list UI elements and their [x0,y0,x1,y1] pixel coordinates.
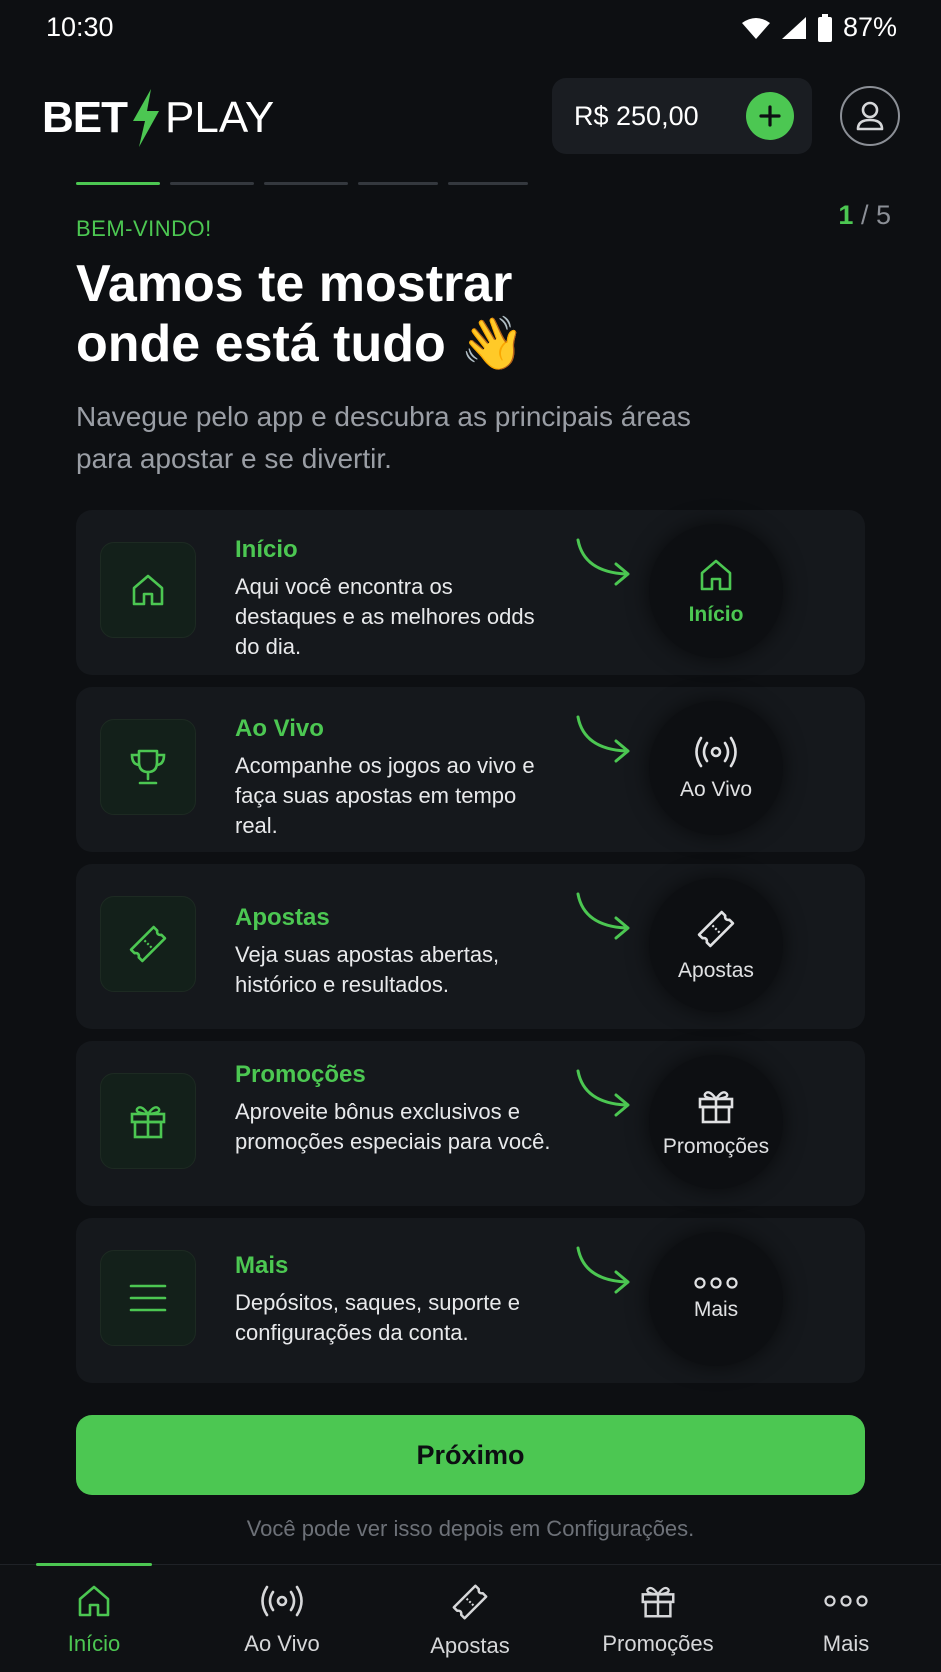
settings-note: Você pode ver isso depois em Configurações. [246,1516,695,1541]
profile-avatar-button[interactable] [840,86,900,146]
more-dots-icon [694,1276,738,1290]
card-title: Mais [235,1252,289,1279]
step-total: 5 [875,200,891,230]
ticket-icon [449,1581,491,1623]
card-title: Ao Vivo [235,715,324,742]
next-button[interactable]: Próximo [76,1415,865,1495]
trophy-icon [127,746,169,788]
progress-segment-4 [358,182,438,185]
feature-card-ao-vivo [76,687,865,852]
progress-segment-3 [264,182,348,185]
live-broadcast-icon [693,734,739,770]
plus-icon [758,104,782,128]
card-description: Veja suas apostas abertas, histórico e resultados. [235,942,500,997]
more-dots-icon [824,1581,868,1621]
card-description: Aproveite bônus exclusivos e promoções especiais para você. [235,1099,551,1154]
tab-preview-label: Início [688,603,744,626]
feature-card-inicio [76,510,865,675]
battery-percent: 87% [842,12,897,42]
progress-segment-1 [76,182,160,185]
nav-tab-label: Apostas [430,1633,510,1658]
nav-tab-inicio[interactable] [0,1565,188,1672]
gift-icon [695,1085,737,1127]
nav-tab-promocoes[interactable] [564,1565,752,1672]
tab-preview-apostas [649,878,783,1012]
card-title: Início [235,536,298,563]
live-broadcast-icon [259,1581,305,1621]
step-current: 1 [838,200,854,230]
balance-amount: R$ 250,00 [574,100,699,131]
curved-arrow-icon [574,713,638,769]
gift-icon [638,1581,678,1621]
card-icon-box [100,1073,196,1169]
feature-card-mais [76,1218,865,1383]
tab-preview-label: Mais [693,1298,739,1321]
logo-bet-text: BET [42,93,127,142]
logo-play-text: PLAY [165,93,275,142]
nav-tab-label: Ao Vivo [244,1631,320,1656]
page-subtitle: Navegue pelo app e descubra as principais áreas para apostar e se divertir. [76,401,691,474]
status-bar [0,0,941,56]
menu-icon [128,1278,168,1318]
curved-arrow-icon [574,1244,638,1300]
app-logo[interactable] [42,88,274,148]
onboarding-progress [76,182,528,185]
gift-icon [127,1100,169,1142]
curved-arrow-icon [574,536,638,592]
bottom-navigation [0,1564,941,1672]
nav-tab-label: Início [67,1631,121,1656]
card-icon-box [100,719,196,815]
add-funds-button[interactable] [746,92,794,140]
card-title: Promoções [235,1061,366,1088]
title-line-1: Vamos te mostrar [76,255,513,313]
step-separator: / [853,200,876,230]
tab-preview-mais [649,1232,783,1366]
feature-card-promocoes [76,1041,865,1206]
card-description: Acompanhe os jogos ao vivo e faça suas apostas em tempo real. [235,753,535,838]
card-description: Aqui você encontra os destaques e as melhores odds do dia. [235,574,535,659]
card-icon-box [100,896,196,992]
ticket-icon [694,907,738,951]
card-title: Apostas [235,904,330,931]
tab-preview-inicio [649,524,783,658]
lightning-bolt-icon [129,89,163,147]
home-icon [128,570,168,610]
status-time: 10:30 [46,12,114,42]
tab-preview-label: Promoções [662,1135,770,1158]
tab-preview-ao-vivo [649,701,783,835]
step-counter [838,200,891,231]
tab-preview-label: Apostas [678,959,754,982]
wifi-icon [741,16,771,40]
curved-arrow-icon [574,1067,638,1123]
card-description: Depósitos, saques, suporte e configurações da conta. [235,1290,520,1345]
signal-icon [781,16,807,40]
tab-preview-label: Ao Vivo [680,778,752,801]
user-icon [853,99,887,133]
page-title [76,254,776,374]
welcome-eyebrow: BEM-VINDO! [76,216,212,241]
nav-tab-mais[interactable] [752,1565,940,1672]
status-icons [741,12,897,43]
title-line-2: onde está tudo 👋 [76,315,525,373]
nav-tab-apostas[interactable] [376,1565,564,1672]
home-icon [74,1581,114,1621]
home-icon [696,555,736,595]
progress-segment-2 [170,182,254,185]
nav-tab-ao-vivo[interactable] [188,1565,376,1672]
balance-pill[interactable] [552,78,812,154]
card-icon-box [100,1250,196,1346]
curved-arrow-icon [574,890,638,946]
feature-card-apostas [76,864,865,1029]
nav-tab-label: Mais [822,1631,870,1656]
ticket-icon [126,922,170,966]
progress-segment-5 [448,182,528,185]
tab-preview-promocoes [649,1055,783,1189]
battery-icon [817,14,833,42]
card-icon-box [100,542,196,638]
nav-tab-label: Promoções [602,1631,714,1656]
